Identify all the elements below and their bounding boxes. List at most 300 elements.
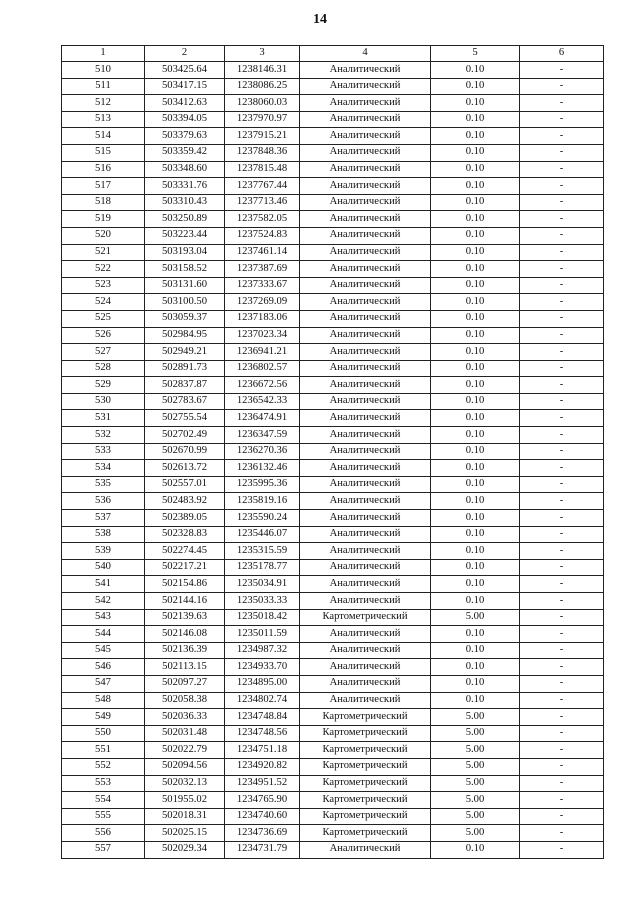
accuracy-cell: 0.10 — [431, 294, 520, 311]
note-cell: - — [520, 310, 604, 327]
x-coordinate-cell: 502389.05 — [145, 510, 225, 527]
table-row — [62, 510, 604, 527]
x-coordinate-cell: 502613.72 — [145, 460, 225, 477]
method-cell: Аналитический — [300, 476, 431, 493]
accuracy-cell: 0.10 — [431, 460, 520, 477]
x-coordinate-cell: 503100.50 — [145, 294, 225, 311]
point-number-cell: 511 — [62, 78, 145, 95]
accuracy-cell: 0.10 — [431, 559, 520, 576]
note-cell: - — [520, 792, 604, 809]
x-coordinate-cell: 503359.42 — [145, 144, 225, 161]
method-cell: Аналитический — [300, 211, 431, 228]
y-coordinate-cell: 1235018.42 — [225, 609, 300, 626]
note-cell: - — [520, 344, 604, 361]
table-row — [62, 211, 604, 228]
accuracy-cell: 0.10 — [431, 78, 520, 95]
note-cell: - — [520, 227, 604, 244]
table-row — [62, 725, 604, 742]
accuracy-cell: 0.10 — [431, 144, 520, 161]
table-row — [62, 111, 604, 128]
x-coordinate-cell: 503223.44 — [145, 227, 225, 244]
y-coordinate-cell: 1235178.77 — [225, 559, 300, 576]
x-coordinate-cell: 503131.60 — [145, 277, 225, 294]
table-row — [62, 277, 604, 294]
point-number-cell: 545 — [62, 642, 145, 659]
table-row — [62, 360, 604, 377]
y-coordinate-cell: 1235995.36 — [225, 476, 300, 493]
x-coordinate-cell: 502018.31 — [145, 808, 225, 825]
x-coordinate-cell: 503158.52 — [145, 261, 225, 278]
y-coordinate-cell: 1237023.34 — [225, 327, 300, 344]
note-cell: - — [520, 709, 604, 726]
accuracy-cell: 5.00 — [431, 709, 520, 726]
point-number-cell: 535 — [62, 476, 145, 493]
point-number-cell: 543 — [62, 609, 145, 626]
x-coordinate-cell: 502144.16 — [145, 593, 225, 610]
table-row — [62, 559, 604, 576]
accuracy-cell: 0.10 — [431, 675, 520, 692]
method-cell: Аналитический — [300, 327, 431, 344]
method-cell: Аналитический — [300, 95, 431, 112]
coordinates-table — [61, 45, 604, 859]
point-number-cell: 552 — [62, 758, 145, 775]
note-cell: - — [520, 576, 604, 593]
method-cell: Аналитический — [300, 510, 431, 527]
method-cell: Картометрический — [300, 709, 431, 726]
y-coordinate-cell: 1238146.31 — [225, 62, 300, 79]
table-row — [62, 642, 604, 659]
y-coordinate-cell: 1236941.21 — [225, 344, 300, 361]
table-row — [62, 593, 604, 610]
method-cell: Картометрический — [300, 792, 431, 809]
note-cell: - — [520, 626, 604, 643]
table-row — [62, 377, 604, 394]
point-number-cell: 512 — [62, 95, 145, 112]
y-coordinate-cell: 1236270.36 — [225, 443, 300, 460]
point-number-cell: 528 — [62, 360, 145, 377]
x-coordinate-cell: 502036.33 — [145, 709, 225, 726]
note-cell: - — [520, 742, 604, 759]
method-cell: Аналитический — [300, 62, 431, 79]
y-coordinate-cell: 1234740.60 — [225, 808, 300, 825]
y-coordinate-cell: 1234987.32 — [225, 642, 300, 659]
table-row — [62, 775, 604, 792]
note-cell: - — [520, 775, 604, 792]
x-coordinate-cell: 502783.67 — [145, 393, 225, 410]
note-cell: - — [520, 825, 604, 842]
y-coordinate-cell: 1234731.79 — [225, 841, 300, 858]
accuracy-cell: 0.10 — [431, 659, 520, 676]
note-cell: - — [520, 543, 604, 560]
table-body — [62, 62, 604, 859]
y-coordinate-cell: 1237582.05 — [225, 211, 300, 228]
x-coordinate-cell: 502139.63 — [145, 609, 225, 626]
x-coordinate-cell: 502022.79 — [145, 742, 225, 759]
table-row — [62, 327, 604, 344]
y-coordinate-cell: 1236672.56 — [225, 377, 300, 394]
y-coordinate-cell: 1234751.18 — [225, 742, 300, 759]
note-cell: - — [520, 692, 604, 709]
x-coordinate-cell: 502136.39 — [145, 642, 225, 659]
point-number-cell: 518 — [62, 194, 145, 211]
note-cell: - — [520, 808, 604, 825]
method-cell: Аналитический — [300, 144, 431, 161]
table-row — [62, 393, 604, 410]
accuracy-cell: 0.10 — [431, 62, 520, 79]
table-row — [62, 144, 604, 161]
table-row — [62, 675, 604, 692]
method-cell: Аналитический — [300, 526, 431, 543]
y-coordinate-cell: 1235819.16 — [225, 493, 300, 510]
x-coordinate-cell: 502328.83 — [145, 526, 225, 543]
point-number-cell: 513 — [62, 111, 145, 128]
method-cell: Картометрический — [300, 742, 431, 759]
note-cell: - — [520, 78, 604, 95]
point-number-cell: 553 — [62, 775, 145, 792]
y-coordinate-cell: 1237333.67 — [225, 277, 300, 294]
note-cell: - — [520, 377, 604, 394]
note-cell: - — [520, 526, 604, 543]
accuracy-cell: 0.10 — [431, 327, 520, 344]
table-row — [62, 443, 604, 460]
note-cell: - — [520, 493, 604, 510]
x-coordinate-cell: 502031.48 — [145, 725, 225, 742]
method-cell: Аналитический — [300, 427, 431, 444]
point-number-cell: 541 — [62, 576, 145, 593]
note-cell: - — [520, 410, 604, 427]
table-row — [62, 427, 604, 444]
accuracy-cell: 0.10 — [431, 476, 520, 493]
x-coordinate-cell: 503394.05 — [145, 111, 225, 128]
point-number-cell: 521 — [62, 244, 145, 261]
note-cell: - — [520, 95, 604, 112]
x-coordinate-cell: 503250.89 — [145, 211, 225, 228]
table-row — [62, 410, 604, 427]
accuracy-cell: 0.10 — [431, 261, 520, 278]
method-cell: Аналитический — [300, 692, 431, 709]
table-row — [62, 261, 604, 278]
method-cell: Аналитический — [300, 178, 431, 195]
y-coordinate-cell: 1237848.36 — [225, 144, 300, 161]
note-cell: - — [520, 244, 604, 261]
point-number-cell: 531 — [62, 410, 145, 427]
y-coordinate-cell: 1235033.33 — [225, 593, 300, 610]
x-coordinate-cell: 503331.76 — [145, 178, 225, 195]
y-coordinate-cell: 1234736.69 — [225, 825, 300, 842]
note-cell: - — [520, 62, 604, 79]
y-coordinate-cell: 1234920.82 — [225, 758, 300, 775]
note-cell: - — [520, 725, 604, 742]
x-coordinate-cell: 502837.87 — [145, 377, 225, 394]
method-cell: Аналитический — [300, 294, 431, 311]
table-row — [62, 194, 604, 211]
x-coordinate-cell: 502094.56 — [145, 758, 225, 775]
table-row — [62, 344, 604, 361]
method-cell: Аналитический — [300, 310, 431, 327]
y-coordinate-cell: 1234748.84 — [225, 709, 300, 726]
note-cell: - — [520, 476, 604, 493]
point-number-cell: 523 — [62, 277, 145, 294]
table-row — [62, 178, 604, 195]
accuracy-cell: 0.10 — [431, 841, 520, 858]
point-number-cell: 522 — [62, 261, 145, 278]
table-row — [62, 709, 604, 726]
method-cell: Аналитический — [300, 377, 431, 394]
point-number-cell: 532 — [62, 427, 145, 444]
x-coordinate-cell: 502154.86 — [145, 576, 225, 593]
x-coordinate-cell: 502097.27 — [145, 675, 225, 692]
y-coordinate-cell: 1237461.14 — [225, 244, 300, 261]
accuracy-cell: 0.10 — [431, 642, 520, 659]
method-cell: Аналитический — [300, 493, 431, 510]
x-coordinate-cell: 502670.99 — [145, 443, 225, 460]
accuracy-cell: 0.10 — [431, 194, 520, 211]
accuracy-cell: 0.10 — [431, 111, 520, 128]
column-header-3: 3 — [225, 46, 300, 62]
x-coordinate-cell: 502755.54 — [145, 410, 225, 427]
table-row — [62, 310, 604, 327]
point-number-cell: 538 — [62, 526, 145, 543]
y-coordinate-cell: 1237524.83 — [225, 227, 300, 244]
accuracy-cell: 5.00 — [431, 758, 520, 775]
accuracy-cell: 0.10 — [431, 178, 520, 195]
table-row — [62, 609, 604, 626]
table-row — [62, 825, 604, 842]
point-number-cell: 542 — [62, 593, 145, 610]
y-coordinate-cell: 1236132.46 — [225, 460, 300, 477]
point-number-cell: 524 — [62, 294, 145, 311]
y-coordinate-cell: 1236802.57 — [225, 360, 300, 377]
method-cell: Аналитический — [300, 642, 431, 659]
note-cell: - — [520, 642, 604, 659]
method-cell: Аналитический — [300, 161, 431, 178]
table-row — [62, 626, 604, 643]
y-coordinate-cell: 1235590.24 — [225, 510, 300, 527]
method-cell: Аналитический — [300, 593, 431, 610]
y-coordinate-cell: 1235446.07 — [225, 526, 300, 543]
table-row — [62, 161, 604, 178]
table-row — [62, 543, 604, 560]
accuracy-cell: 0.10 — [431, 626, 520, 643]
column-header-2: 2 — [145, 46, 225, 62]
x-coordinate-cell: 502032.13 — [145, 775, 225, 792]
method-cell: Картометрический — [300, 758, 431, 775]
method-cell: Аналитический — [300, 111, 431, 128]
method-cell: Аналитический — [300, 675, 431, 692]
point-number-cell: 514 — [62, 128, 145, 145]
accuracy-cell: 5.00 — [431, 825, 520, 842]
table-row — [62, 692, 604, 709]
accuracy-cell: 5.00 — [431, 792, 520, 809]
point-number-cell: 525 — [62, 310, 145, 327]
y-coordinate-cell: 1234802.74 — [225, 692, 300, 709]
note-cell: - — [520, 277, 604, 294]
y-coordinate-cell: 1234895.00 — [225, 675, 300, 692]
accuracy-cell: 5.00 — [431, 742, 520, 759]
column-header-6: 6 — [520, 46, 604, 62]
x-coordinate-cell: 502025.15 — [145, 825, 225, 842]
note-cell: - — [520, 261, 604, 278]
point-number-cell: 519 — [62, 211, 145, 228]
note-cell: - — [520, 443, 604, 460]
method-cell: Картометрический — [300, 725, 431, 742]
table-row — [62, 244, 604, 261]
method-cell: Аналитический — [300, 78, 431, 95]
point-number-cell: 526 — [62, 327, 145, 344]
note-cell: - — [520, 178, 604, 195]
point-number-cell: 550 — [62, 725, 145, 742]
note-cell: - — [520, 659, 604, 676]
table-header-row — [62, 46, 604, 62]
point-number-cell: 510 — [62, 62, 145, 79]
method-cell: Аналитический — [300, 277, 431, 294]
point-number-cell: 551 — [62, 742, 145, 759]
y-coordinate-cell: 1237970.97 — [225, 111, 300, 128]
point-number-cell: 540 — [62, 559, 145, 576]
method-cell: Картометрический — [300, 609, 431, 626]
method-cell: Аналитический — [300, 659, 431, 676]
table-row — [62, 476, 604, 493]
note-cell: - — [520, 675, 604, 692]
y-coordinate-cell: 1237915.21 — [225, 128, 300, 145]
table-row — [62, 62, 604, 79]
page-number: 14 — [313, 12, 327, 27]
method-cell: Аналитический — [300, 244, 431, 261]
table-row — [62, 294, 604, 311]
method-cell: Картометрический — [300, 825, 431, 842]
point-number-cell: 555 — [62, 808, 145, 825]
accuracy-cell: 0.10 — [431, 310, 520, 327]
accuracy-cell: 0.10 — [431, 277, 520, 294]
x-coordinate-cell: 503425.64 — [145, 62, 225, 79]
accuracy-cell: 0.10 — [431, 377, 520, 394]
note-cell: - — [520, 360, 604, 377]
y-coordinate-cell: 1235034.91 — [225, 576, 300, 593]
note-cell: - — [520, 327, 604, 344]
note-cell: - — [520, 211, 604, 228]
accuracy-cell: 5.00 — [431, 808, 520, 825]
accuracy-cell: 0.10 — [431, 543, 520, 560]
point-number-cell: 537 — [62, 510, 145, 527]
point-number-cell: 547 — [62, 675, 145, 692]
accuracy-cell: 0.10 — [431, 510, 520, 527]
accuracy-cell: 0.10 — [431, 427, 520, 444]
table-row — [62, 576, 604, 593]
point-number-cell: 544 — [62, 626, 145, 643]
method-cell: Аналитический — [300, 559, 431, 576]
y-coordinate-cell: 1237767.44 — [225, 178, 300, 195]
table-row — [62, 792, 604, 809]
accuracy-cell: 0.10 — [431, 161, 520, 178]
x-coordinate-cell: 502984.95 — [145, 327, 225, 344]
x-coordinate-cell: 502058.38 — [145, 692, 225, 709]
method-cell: Аналитический — [300, 443, 431, 460]
point-number-cell: 527 — [62, 344, 145, 361]
method-cell: Картометрический — [300, 775, 431, 792]
note-cell: - — [520, 294, 604, 311]
note-cell: - — [520, 758, 604, 775]
accuracy-cell: 0.10 — [431, 211, 520, 228]
note-cell: - — [520, 393, 604, 410]
x-coordinate-cell: 502217.21 — [145, 559, 225, 576]
note-cell: - — [520, 593, 604, 610]
table-row — [62, 227, 604, 244]
x-coordinate-cell: 503348.60 — [145, 161, 225, 178]
note-cell: - — [520, 427, 604, 444]
column-header-5: 5 — [431, 46, 520, 62]
accuracy-cell: 5.00 — [431, 609, 520, 626]
x-coordinate-cell: 502557.01 — [145, 476, 225, 493]
point-number-cell: 548 — [62, 692, 145, 709]
x-coordinate-cell: 502483.92 — [145, 493, 225, 510]
note-cell: - — [520, 460, 604, 477]
method-cell: Аналитический — [300, 128, 431, 145]
method-cell: Аналитический — [300, 344, 431, 361]
y-coordinate-cell: 1236347.59 — [225, 427, 300, 444]
accuracy-cell: 0.10 — [431, 360, 520, 377]
point-number-cell: 529 — [62, 377, 145, 394]
point-number-cell: 554 — [62, 792, 145, 809]
y-coordinate-cell: 1237183.06 — [225, 310, 300, 327]
y-coordinate-cell: 1236474.91 — [225, 410, 300, 427]
accuracy-cell: 0.10 — [431, 443, 520, 460]
method-cell: Аналитический — [300, 460, 431, 477]
y-coordinate-cell: 1235011.59 — [225, 626, 300, 643]
y-coordinate-cell: 1238060.03 — [225, 95, 300, 112]
x-coordinate-cell: 502113.15 — [145, 659, 225, 676]
y-coordinate-cell: 1234765.90 — [225, 792, 300, 809]
note-cell: - — [520, 194, 604, 211]
method-cell: Аналитический — [300, 543, 431, 560]
table-row — [62, 808, 604, 825]
accuracy-cell: 0.10 — [431, 227, 520, 244]
x-coordinate-cell: 502891.73 — [145, 360, 225, 377]
x-coordinate-cell: 503193.04 — [145, 244, 225, 261]
method-cell: Аналитический — [300, 626, 431, 643]
accuracy-cell: 0.10 — [431, 692, 520, 709]
column-header-1: 1 — [62, 46, 145, 62]
table-row — [62, 659, 604, 676]
accuracy-cell: 0.10 — [431, 344, 520, 361]
note-cell: - — [520, 161, 604, 178]
column-header-4: 4 — [300, 46, 431, 62]
note-cell: - — [520, 841, 604, 858]
point-number-cell: 530 — [62, 393, 145, 410]
table-row — [62, 526, 604, 543]
y-coordinate-cell: 1235315.59 — [225, 543, 300, 560]
point-number-cell: 549 — [62, 709, 145, 726]
x-coordinate-cell: 502146.08 — [145, 626, 225, 643]
method-cell: Аналитический — [300, 841, 431, 858]
note-cell: - — [520, 510, 604, 527]
x-coordinate-cell: 502274.45 — [145, 543, 225, 560]
accuracy-cell: 5.00 — [431, 775, 520, 792]
point-number-cell: 556 — [62, 825, 145, 842]
y-coordinate-cell: 1237713.46 — [225, 194, 300, 211]
method-cell: Картометрический — [300, 808, 431, 825]
note-cell: - — [520, 144, 604, 161]
x-coordinate-cell: 501955.02 — [145, 792, 225, 809]
method-cell: Аналитический — [300, 227, 431, 244]
x-coordinate-cell: 502702.49 — [145, 427, 225, 444]
accuracy-cell: 0.10 — [431, 576, 520, 593]
point-number-cell: 536 — [62, 493, 145, 510]
table-row — [62, 460, 604, 477]
y-coordinate-cell: 1237387.69 — [225, 261, 300, 278]
method-cell: Аналитический — [300, 410, 431, 427]
x-coordinate-cell: 503417.15 — [145, 78, 225, 95]
method-cell: Аналитический — [300, 393, 431, 410]
